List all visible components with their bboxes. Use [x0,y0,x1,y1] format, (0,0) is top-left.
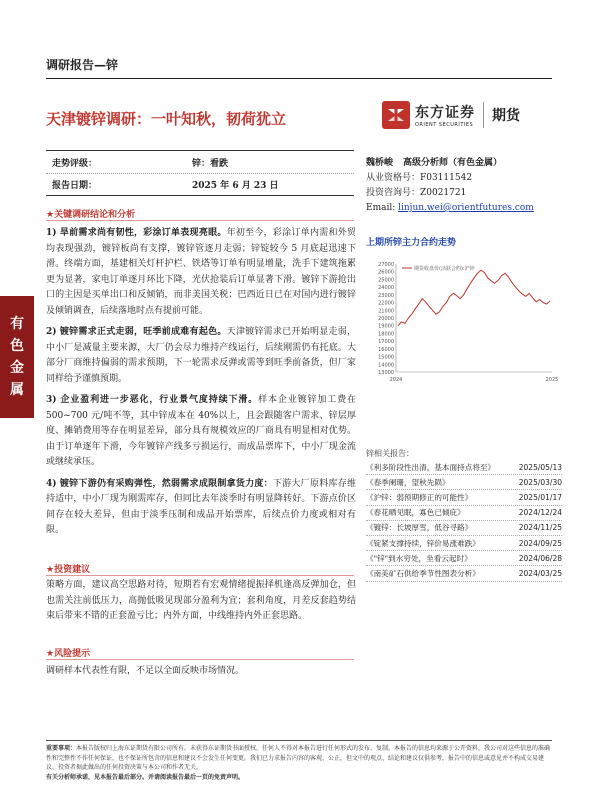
related-report-date: 2024/09/25 [518,538,562,548]
key-points [46,226,356,545]
point-lead: 3) 企业盈利进一步恶化，行业景气度持续下滑。 [46,395,259,405]
related-report-date: 2024/12/24 [518,508,562,518]
analyst-email-line [366,201,556,216]
footer-analyst-disclaimer: 有关分析师承诺，见本报告最后部分。并请阅读报告最后一页的免责声明。 [46,773,245,781]
y-tick-label: 16000 [378,346,394,353]
company-logo [382,98,552,132]
point-text: 下游大厂原料库存维持适中，中小厂现为刚需库存，但同比去年淡季时有明显降转好。下游点价区间存在较大差异，但由于淡季压制和成品开始票库，后续点价力度或相对有限。 [46,478,356,535]
series-line [398,270,550,326]
advice-text [46,578,356,631]
related-reports-title: 锌相关报告： [366,449,414,458]
document-type: 调研报告—锌 [46,58,119,72]
section-rule [46,575,354,576]
y-tick-label: 22000 [378,300,394,307]
analyst-role: 高级分析师（有色金属） [403,158,503,168]
rating-label: 走势评级： [52,158,98,169]
logo-mark-icon [382,101,410,129]
y-tick-label: 18000 [378,331,394,338]
y-tick-label: 15000 [378,354,394,361]
rating-box [46,150,354,196]
point-lead: 1) 旱前需求尚有韧性，彩涂订单表现亮眼。 [46,228,227,238]
related-report-title: 《利多阶段性出清，基本面持点将至》 [366,462,496,472]
section-rule [46,659,354,660]
related-report-item[interactable] [366,566,562,581]
logo-cn-text: 东方证券 [415,105,475,121]
email-label: Email: [366,203,399,213]
x-tick-label: 2025 [545,377,558,383]
related-report-title: 《沪锌：弱预期修正的可能性》 [366,492,473,502]
header-rule [46,78,552,79]
analyst-email-link[interactable]: linjun.wei@orientfutures.com [398,203,534,213]
section-advice-heading: ★投资建议 [46,565,91,575]
logo-futures-text: 期货 [492,108,520,124]
y-tick-label: 19000 [378,323,394,330]
analyst-name-line [366,156,556,171]
y-tick-label: 14000 [378,362,394,369]
y-tick-label: 21000 [378,308,394,315]
rating-row [46,151,354,173]
analyst-name: 魏桥峻 [366,158,394,168]
risk-text [46,664,356,686]
point-2 [46,325,356,387]
related-report-item[interactable] [366,475,562,490]
footer-label: 重要事项： [46,745,77,752]
related-report-title: 《镀锌：长坡厚雪，低谷寻路》 [366,523,473,533]
related-report-item[interactable] [366,551,562,566]
sector-tab: 有色金属 [0,296,34,418]
related-report-date: 2025/05/13 [518,462,562,472]
section-risk-heading: ★风险提示 [46,649,91,659]
point-1 [46,226,356,319]
related-report-date: 2025/03/30 [518,477,562,487]
point-4 [46,477,356,539]
point-lead: 4) 镀锌下游仍有采购弹性，然弱需求成限制拿货力度： [46,478,273,489]
legend-label: 期货收盘价(活跃合约):沪锌 [414,266,475,272]
related-reports-list [366,460,562,582]
x-tick-label: 2024 [389,377,403,383]
risk-paragraph: 调研样本代表性有限，不足以全面反映市场情况。 [46,666,245,676]
date-row [46,173,354,195]
related-report-item[interactable] [366,536,562,551]
related-report-date: 2024/11/25 [518,523,562,533]
point-text: 天津镀锌需求已开始明显走弱，中小厂是减量主要来源，大厂仍会尽力维持产线运行，后续刚需仍有托底。大部分厂商维持偏弱的需求预期，下一轮需求反弹或需等到旺季前备货，但厂家同样给予谨慎预期。 [46,327,356,384]
related-report-title: 《春季阑珊，望秋先陨》 [366,477,450,487]
point-3 [46,393,356,471]
point-lead: 2) 镀锌需求正式走弱，旺季前成难有起色。 [46,327,227,337]
footer-text: 本报告版权归上海东证期货有限公司所有。未获得东证期货书面授权，任何人不得对本报告进行任何形式的发布、复制。本报告的信息均来源于公开资料，我公司对这些信息的准确性和完整性不作任何保证，也不保证所包含的信息和建议不会发生任何变更。我们已力求报告内容的客观、公正，但文中的观点、结论和建议仅供参考，报告中的信息或意见并不构成交易建议，投资者据此做出的任何投资决策与本公司和作者无关。 [46,745,551,771]
related-report-title: 《锭紧支撑持续，锌价易涨难跌》 [366,538,480,548]
rating-value: 锌：看跌 [192,158,229,169]
date-label: 报告日期： [52,181,98,191]
footer-disclaimer [46,740,552,782]
logo-separator [483,102,484,128]
y-tick-label: 27000 [378,262,394,268]
advice-paragraph: 策略方面，建议高空思路对待，短期若有宏观情绪提振择机逢高反弹加仓，但也需关注前低压力，高抛低吸见现部分盈利为宜；套利角度，月差反套趋势结束后带来不错的正套盈亏比；内外方面，中线维持内外正套思路。 [46,580,356,621]
y-tick-label: 20000 [378,316,394,322]
related-report-title: 《"锌"到水穷处，坐看云起时》 [366,553,472,563]
report-title: 天津镀锌调研：一叶知秋，韧荷犹立 [46,110,287,128]
related-report-date: 2025/01/17 [518,492,562,502]
related-report-date: 2024/03/25 [518,568,562,578]
point-text: 样本企业镀锌加工费在 500~700 元/吨不等，其中锌成本在 40%以上，且会跟随客户需求、锌层厚度、摊销费用等存在明显差异，部分具有规模效应的厂商具有明显相对优势。由于订单逐年下滑，今年镀锌产线多亏损运行，而成品票库下，中小厂现金流或继续承压。 [46,395,356,467]
related-report-date: 2024/06/28 [518,553,562,563]
related-report-item[interactable] [366,460,562,475]
analyst-info [366,156,556,216]
chart-svg [366,256,558,388]
logo-en-text: ORIENT SECURITIES [415,122,474,128]
y-tick-label: 13000 [378,370,394,376]
analyst-cert: 从业资格号：F03111542 [366,173,473,183]
footer-notice [46,744,552,773]
y-tick-label: 17000 [378,339,394,346]
y-tick-label: 23000 [378,292,394,299]
related-report-title: 《南美矿石供给季节性图表分析》 [366,568,480,578]
section-rule [46,220,354,221]
y-tick-label: 24000 [378,285,394,292]
related-report-item[interactable] [366,521,562,536]
section-conclusions-heading: ★关键调研结论和分析 [46,210,136,220]
y-tick-label: 25000 [378,277,394,284]
related-report-item[interactable] [366,506,562,521]
related-report-item[interactable] [366,490,562,505]
analyst-consult: 投资咨询号：Z0021721 [366,188,467,198]
y-tick-label: 26000 [378,269,394,276]
related-report-title: 《春花晒见眠，寡色已倾庇》 [366,508,465,518]
price-chart [366,256,558,388]
chart-title: 上期所锌主力合约走势 [366,238,457,248]
point-text: 年初至今，彩涂订单内需和外贸均表现强劲，镀锌板尚有支撑，镀锌管逐月走弱；锌锭较今 5 月底起迅速下滑。终端方面，基建相关灯杆护栏、铁塔等订单有明显增量，洗手下建筑拖累更为显著，家电订单逐月环比下降，光伏抢装后订单显著下滑。镀锌下游抢出口的主因是买单出口和反倾销，而非美国关税；巴西近日已在对国内进行镀锌及倾销调查，后续落地时点有提前可能。 [46,228,356,316]
date-value: 2025 年 6 月 23 日 [192,181,279,191]
